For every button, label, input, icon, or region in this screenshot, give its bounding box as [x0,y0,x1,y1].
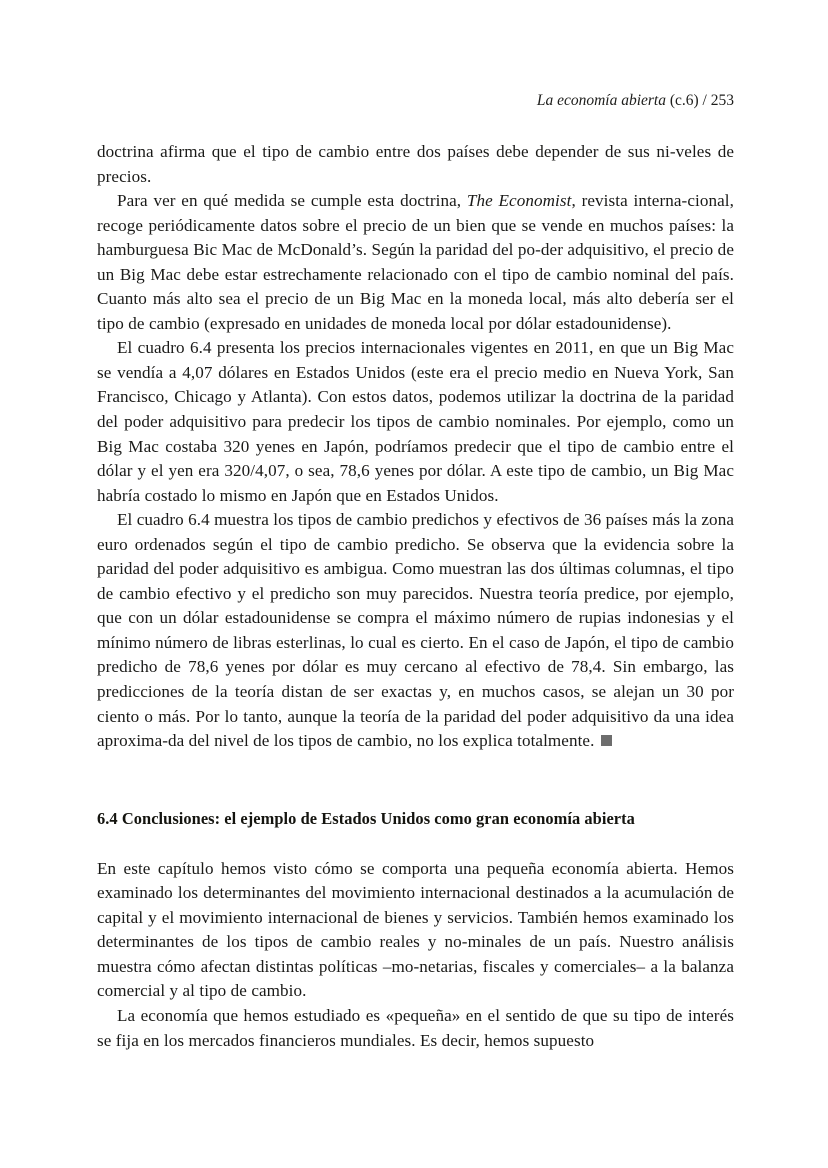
end-of-section-square-marker [601,735,612,746]
magazine-title-italic: The Economist [466,191,572,211]
paragraph-text: El cuadro 6.4 muestra los tipos de cambio predichos y efectivos de 36 países más la zona euro ordenados según el tipo de cambio predicho. Se observa que la evidencia sobre la paridad del poder adquisitivo es ambigua. Como muestran las dos últimas columnas, el tipo de cambio efectivo y el predicho son muy parecidos. Nuestra teoría predice, por ejemplo, que con un dólar estadounidense se compra el máximo número de rupias indonesias y el mínimo número de libras esterlinas, lo cual es cierto. En el caso de Japón, el tipo de cambio predicho de 78,6 yenes por dólar es muy cercano al efectivo de 78,4. Sin embargo, las predicciones de la teoría distan de ser exactas y, en muchos casos, se alejan un 30 por ciento o más. Por lo tanto, aunque la teoría de la paridad del poder adquisitivo da una idea aproxima-da del nivel de los tipos de cambio, no los explica totalmente. [97,510,734,751]
running-header-chapter-page: (c.6) / 253 [669,92,734,109]
section-heading-6-4: 6.4 Conclusiones: el ejemplo de Estados Unidos como gran economía abierta [97,808,635,828]
paragraph-the-economist [97,189,734,336]
paragraph-lead-text: Para ver en qué medida se cumple esta doctrina, [117,191,467,211]
paragraph-economia-pequena: La economía que hemos estudiado es «pequeña» en el sentido de que su tipo de interés se fija en los mercados financieros mundiales. Es decir, hemos supuesto [97,1005,734,1050]
heading-spacer-above [97,754,734,808]
paragraph-rest-text: , revista interna-cional, recoge periódicamente datos sobre el precio de un bien que se vende en muchos países: la hamburguesa Bic Mac de McDonald’s. Según la paridad del po-der adquisitivo, el precio de un Big Mac debe estar estrechamente relacionado con el tipo de cambio nominal del país. Cuanto más alto sea el precio de un Big Mac en la moneda local, más alto debería ser el tipo de cambio (expresado en unidades de moneda local por dólar estadounidense). [97,191,734,333]
running-header-title: La economía abierta [536,92,666,109]
running-header [97,91,734,111]
paragraph-capitulo-resumen: En este capítulo hemos visto cómo se comporta una pequeña economía abierta. Hemos examinado los determinantes del movimiento internacional destinados a la acumulación de capital y el movimiento internacional de bienes y servicios. También hemos examinado los determinantes de los tipos de cambio reales y no-minales de un país. Nuestro análisis muestra cómo afectan distintas políticas –mo-netarias, fiscales y comerciales– a la balanza comercial y al tipo de cambio. [97,858,734,1001]
paragraph-cuadro-tipos-cambio [97,508,734,753]
heading-spacer-below [97,830,734,857]
text-column [97,140,734,1053]
paragraph-cuadro-precios: El cuadro 6.4 presenta los precios internacionales vigentes en 2011, en que un Big Mac se vendía a 4,07 dólares en Estados Unidos (este era el precio medio en Nueva York, San Francisco, Chicago y Atlanta). Con estos datos, podemos utilizar la doctrina de la paridad del poder adquisitivo para predecir los tipos de cambio nominales. Por ejemplo, como un Big Mac costaba 320 yenes en Japón, podríamos predecir que el tipo de cambio entre el dólar y el yen era 320/4,07, o sea, 78,6 yenes por dólar. A este tipo de cambio, un Big Mac habría costado lo mismo en Japón que en Estados Unidos. [97,338,734,505]
paragraph-doctrina-continuation: doctrina afirma que el tipo de cambio entre dos países debe depender de sus ni-veles de precios. [97,142,734,186]
